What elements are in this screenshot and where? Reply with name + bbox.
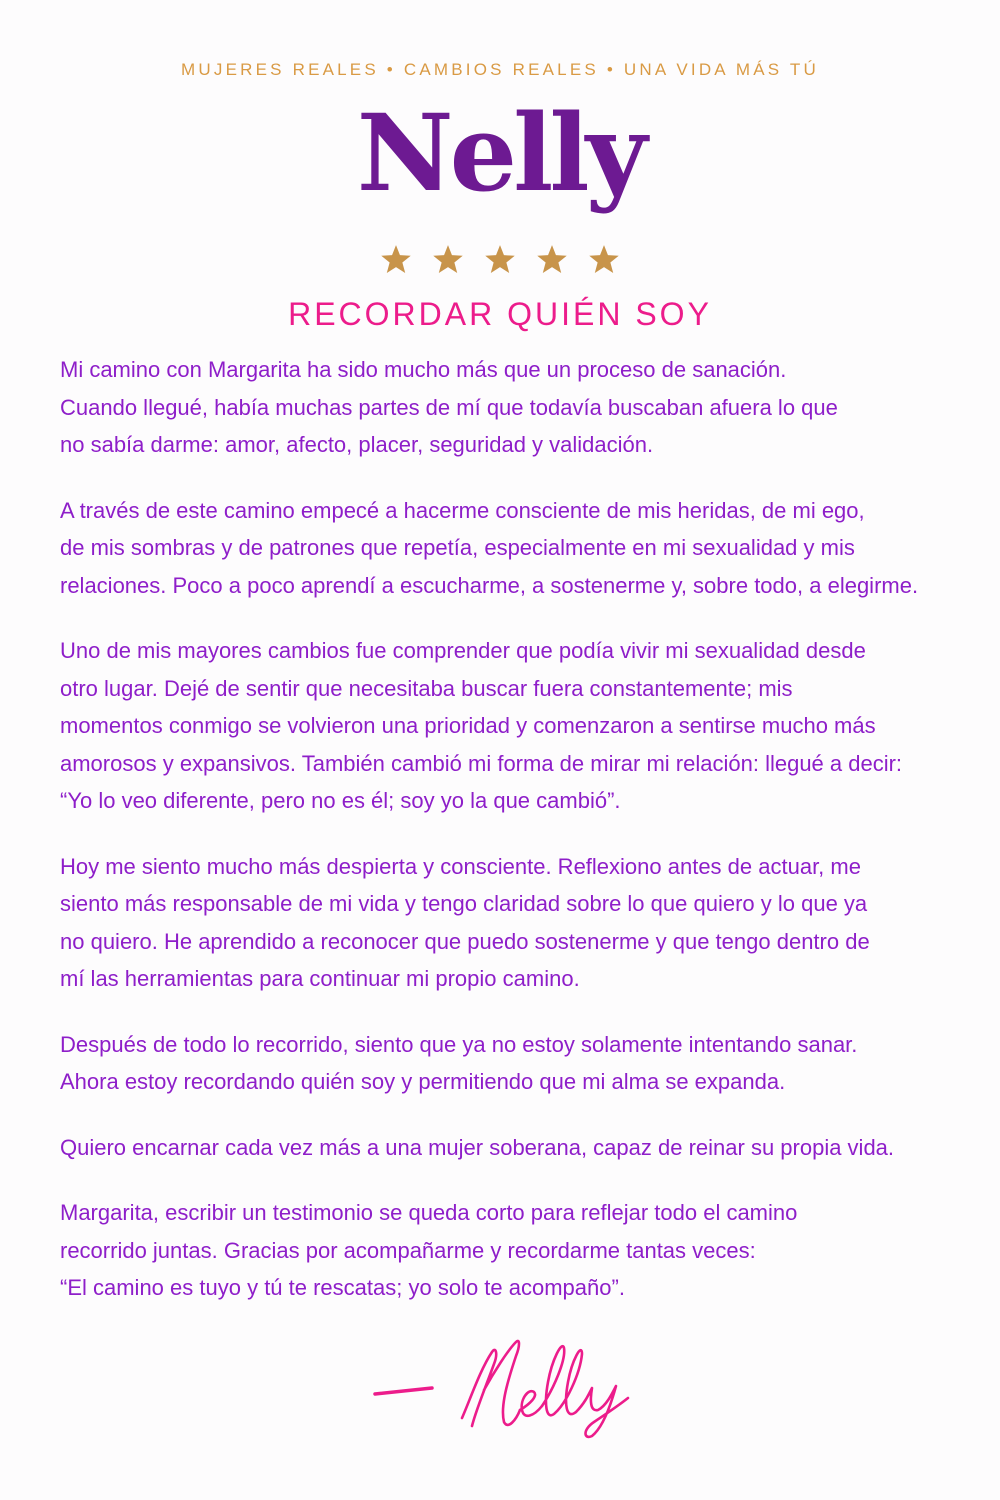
testimonial-body <box>60 351 980 1335</box>
testimonial-paragraph <box>60 1129 980 1167</box>
paragraph-line: Quiero encarnar cada vez más a una mujer soberana, capaz de reinar su propia vida. <box>60 1134 895 1160</box>
paragraph-line: “Yo lo veo diferente, pero no es él; soy yo la que cambió”. <box>60 788 621 813</box>
testimonial-heading: RECORDAR QUIÉN SOY <box>288 296 712 332</box>
brand-title: Nelly <box>356 90 644 215</box>
paragraph-line: recorrido juntas. Gracias por acompañarme y recordarme tantas veces: <box>60 1237 756 1263</box>
star-icon <box>379 243 413 277</box>
testimonial-paragraph <box>60 1026 980 1101</box>
paragraph-line: mí las herramientas para continuar mi propio camino. <box>60 966 580 991</box>
paragraph-line: “El camino es tuyo y tú te rescatas; yo solo te acompaño”. <box>60 1275 625 1300</box>
testimonial-paragraph <box>60 848 980 998</box>
star-icon <box>431 243 465 277</box>
testimonial-paragraph <box>60 492 980 605</box>
paragraph-line: no quiero. He aprendido a reconocer que puedo sostenerme y que tengo dentro de <box>60 928 870 954</box>
star-icon <box>483 243 517 277</box>
paragraph-line: A través de este camino empecé a hacerme consciente de mis heridas, de mi ego, <box>60 497 865 523</box>
paragraph-line: momentos conmigo se volvieron una prioridad y comenzaron a sentirse mucho más <box>60 713 876 738</box>
paragraph-line: relaciones. Poco a poco aprendí a escucharme, a sostenerme y, sobre todo, a elegirme. <box>60 572 919 598</box>
signature <box>370 1330 650 1440</box>
paragraph-line: de mis sombras y de patrones que repetía, especialmente en mi sexualidad y mis <box>60 535 855 560</box>
testimonial-paragraph <box>60 632 980 820</box>
tagline: MUJERES REALES • CAMBIOS REALES • UNA VIDA MÁS TÚ <box>181 60 819 79</box>
paragraph-line: Después de todo lo recorrido, siento que ya no estoy solamente intentando sanar. <box>60 1031 858 1057</box>
paragraph-line: siento más responsable de mi vida y tengo claridad sobre lo que quiero y lo que ya <box>60 891 868 916</box>
paragraph-line: Uno de mis mayores cambios fue comprender que podía vivir mi sexualidad desde <box>60 638 866 663</box>
paragraph-line: amorosos y expansivos. También cambió mi forma de mirar mi relación: llegué a decir: <box>60 750 903 776</box>
paragraph-line: Ahora estoy recordando quién soy y permitiendo que mi alma se expanda. <box>60 1069 786 1094</box>
paragraph-line: Cuando llegué, había muchas partes de mí que todavía buscaban afuera lo que <box>60 394 838 420</box>
testimonial-paragraph <box>60 351 980 464</box>
signature-script <box>370 1330 650 1440</box>
star-rating <box>0 243 1000 277</box>
paragraph-line: Margarita, escribir un testimonio se queda corto para reflejar todo el camino <box>60 1200 798 1225</box>
paragraph-line: otro lugar. Dejé de sentir que necesitaba buscar fuera constantemente; mis <box>60 675 793 701</box>
paragraph-line: Hoy me siento mucho más despierta y consciente. Reflexiono antes de actuar, me <box>60 853 861 879</box>
star-icon <box>587 243 621 277</box>
star-icon <box>535 243 569 277</box>
testimonial-paragraph <box>60 1194 980 1307</box>
paragraph-line: Mi camino con Margarita ha sido mucho más que un proceso de sanación. <box>60 357 787 382</box>
paragraph-line: no sabía darme: amor, afecto, placer, seguridad y validación. <box>60 432 654 457</box>
